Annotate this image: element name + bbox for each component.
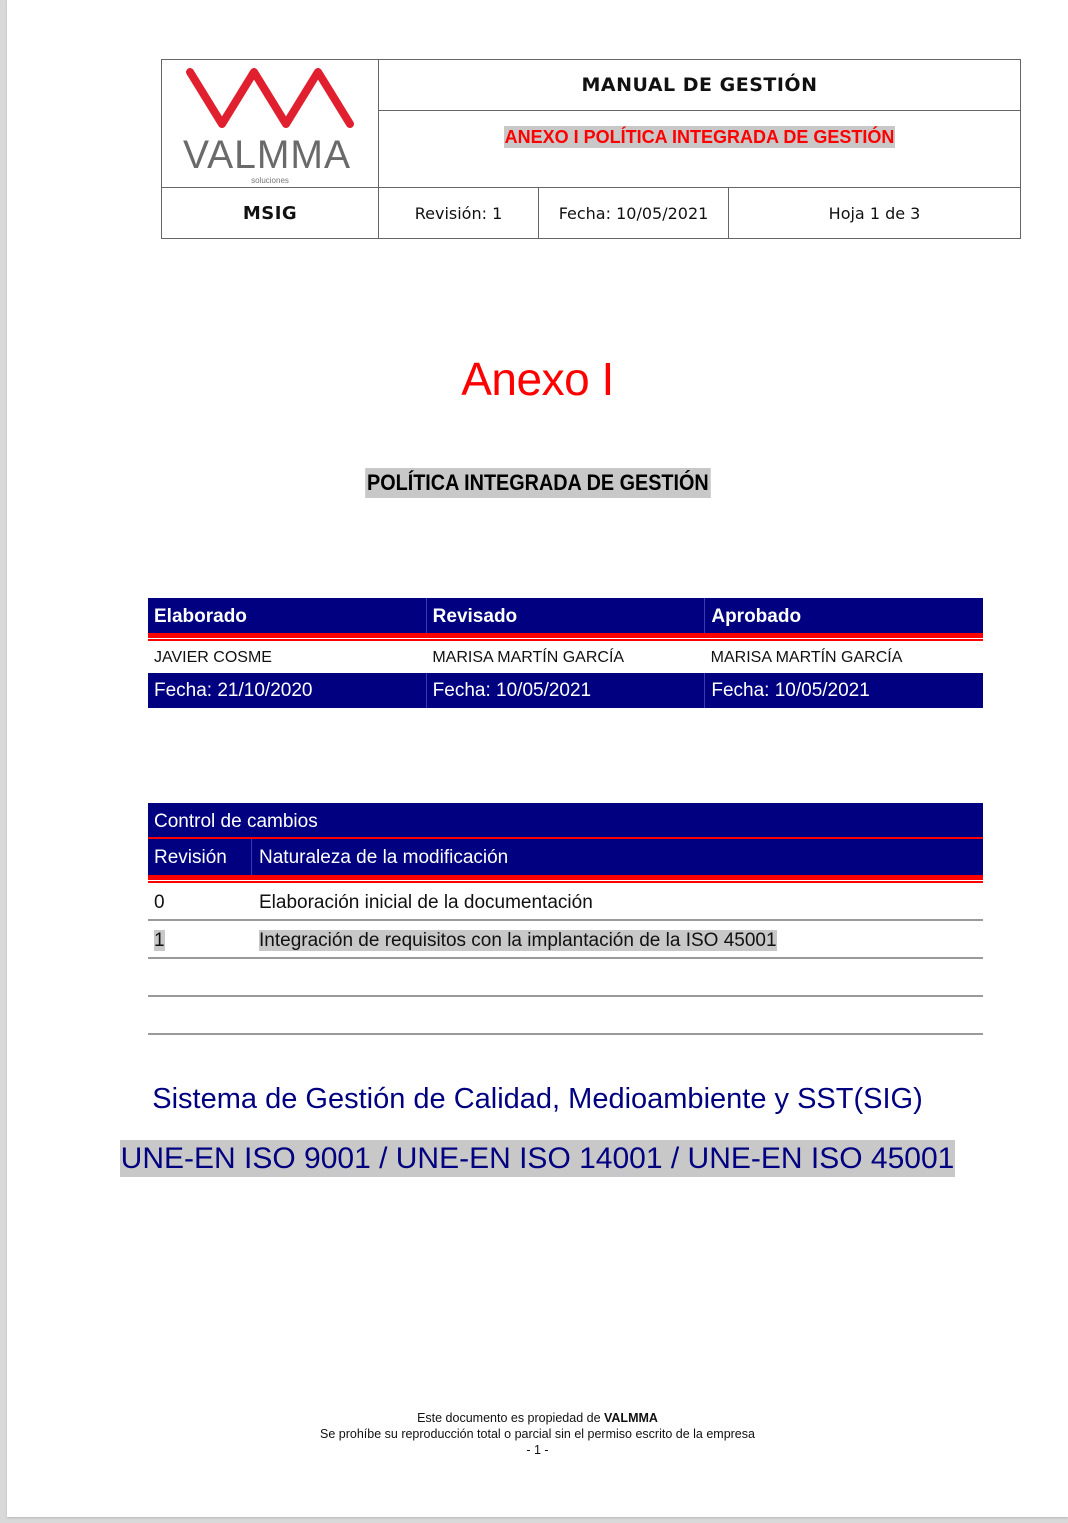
change-control-header-row bbox=[148, 839, 983, 875]
description-cell bbox=[252, 997, 983, 1033]
table-row bbox=[148, 997, 983, 1035]
svg-text:soluciones: soluciones bbox=[251, 176, 289, 185]
header-meta-row bbox=[162, 188, 1020, 239]
revisado-name: MARISA MARTÍN GARCÍA bbox=[432, 649, 625, 666]
revision-cell bbox=[148, 959, 252, 995]
annex-subtitle-text: ANEXO I POLÍTICA INTEGRADA DE GESTIÓN bbox=[504, 127, 895, 147]
description-cell: Elaboración inicial de la documentación bbox=[259, 892, 593, 913]
column-aprobado: Aprobado bbox=[705, 598, 983, 633]
page-number: - 1 - bbox=[526, 1443, 549, 1457]
elaborado-date: Fecha: 21/10/2020 bbox=[148, 673, 427, 708]
approval-dates-row bbox=[148, 673, 983, 708]
change-control-table bbox=[148, 803, 983, 1035]
aprobado-name: MARISA MARTÍN GARCÍA bbox=[710, 649, 903, 666]
revisado-date: Fecha: 10/05/2021 bbox=[427, 673, 706, 708]
manual-title: MANUAL DE GESTIÓN bbox=[379, 60, 1020, 111]
elaborado-name: JAVIER COSME bbox=[154, 649, 272, 666]
reproduction-notice: Se prohíbe su reproducción total o parcial sin el permiso escrito de la empresa bbox=[320, 1427, 755, 1441]
policy-title bbox=[7, 468, 1068, 498]
approval-table bbox=[148, 598, 983, 708]
management-system-title: Sistema de Gestión de Calidad, Medioambiente y SST(SIG) bbox=[152, 1083, 923, 1115]
page-footer bbox=[7, 1410, 1068, 1458]
revision-cell bbox=[148, 997, 252, 1033]
iso-standards-text: UNE-EN ISO 9001 / UNE-EN ISO 14001 / UNE-EN ISO 45001 bbox=[120, 1142, 955, 1175]
column-revisado: Revisado bbox=[427, 598, 706, 633]
aprobado-date: Fecha: 10/05/2021 bbox=[705, 673, 983, 708]
manual-subtitle bbox=[379, 111, 1020, 188]
column-description: Naturaleza de la modificación bbox=[259, 847, 509, 868]
revision-cell: 1 bbox=[154, 930, 165, 951]
document-page bbox=[7, 0, 1068, 1517]
svg-text:VALMMA: VALMMA bbox=[183, 133, 351, 177]
document-header-table bbox=[161, 59, 1021, 239]
column-revision: Revisión bbox=[148, 839, 252, 875]
table-row bbox=[148, 921, 983, 959]
header-divider bbox=[148, 633, 983, 638]
column-elaborado: Elaborado bbox=[148, 598, 427, 633]
table-row bbox=[148, 959, 983, 997]
revision-cell: 0 bbox=[154, 892, 165, 913]
policy-title-text: POLÍTICA INTEGRADA DE GESTIÓN bbox=[365, 468, 710, 498]
company-name: VALMMA bbox=[604, 1411, 658, 1425]
description-cell bbox=[252, 959, 983, 995]
company-logo bbox=[162, 60, 379, 188]
revision-date: Fecha: 10/05/2021 bbox=[539, 188, 729, 239]
page-count: Hoja 1 de 3 bbox=[828, 204, 921, 223]
table-row bbox=[148, 883, 983, 921]
ownership-notice: Este documento es propiedad de VALMMA bbox=[417, 1411, 658, 1425]
valmma-logo-icon bbox=[162, 60, 379, 188]
header-divider bbox=[148, 875, 983, 880]
iso-standards bbox=[7, 1142, 1068, 1176]
approval-header-row bbox=[148, 598, 983, 633]
change-control-title: Control de cambios bbox=[148, 803, 983, 837]
revision-number: Revisión: 1 bbox=[379, 188, 539, 239]
document-code: MSIG bbox=[162, 188, 379, 239]
annex-title: Anexo I bbox=[461, 353, 614, 405]
approval-names-row bbox=[148, 641, 983, 673]
description-cell: Integración de requisitos con la implantación de la ISO 45001 bbox=[259, 930, 777, 951]
